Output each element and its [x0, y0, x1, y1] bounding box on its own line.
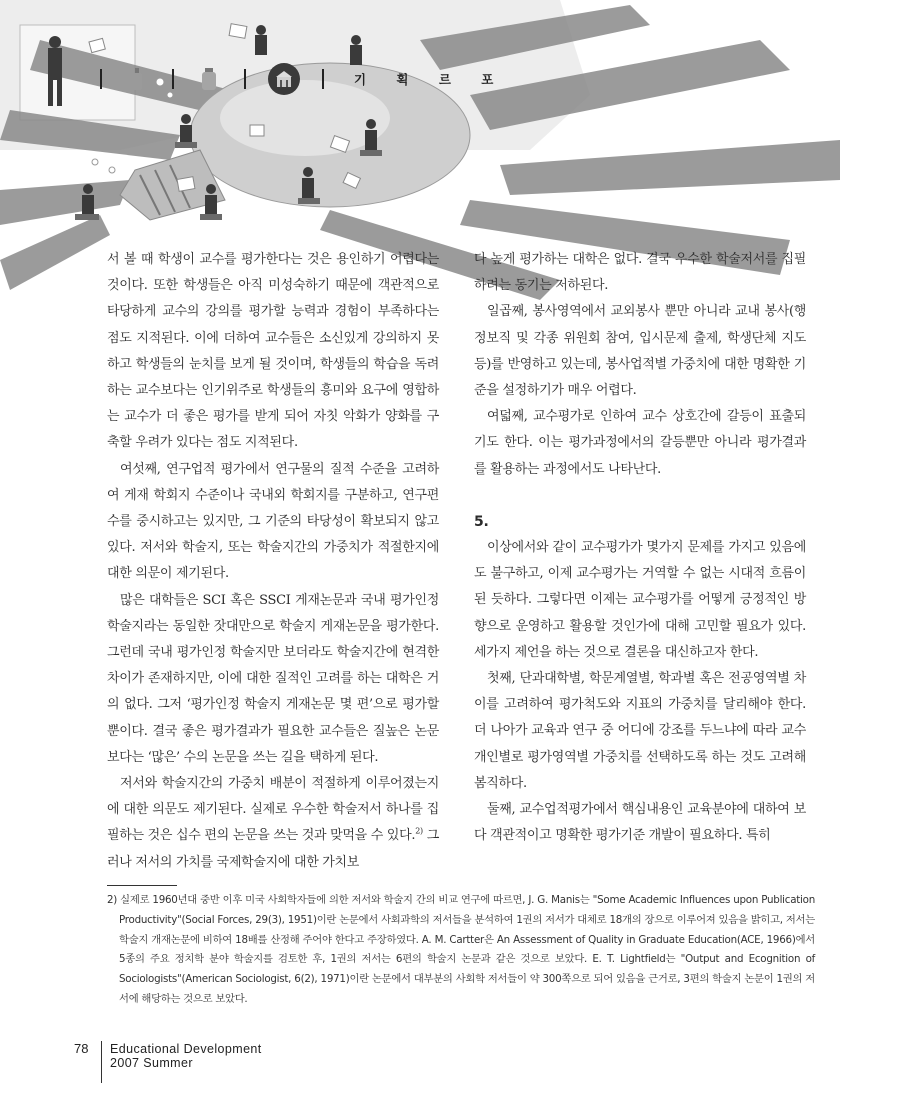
- nav-divider: [322, 69, 324, 89]
- building-icon: [268, 63, 300, 95]
- journal-issue: 2007 Summer: [110, 1056, 193, 1070]
- nav-divider: [172, 69, 174, 89]
- bottle-icon: [124, 66, 150, 92]
- section-heading: 5.: [474, 513, 489, 530]
- footnote-divider: [107, 885, 177, 886]
- footnote-marker[interactable]: 2): [415, 827, 423, 837]
- footer-divider: [101, 1041, 102, 1083]
- left-column: [107, 247, 439, 876]
- paragraph: 둘째, 교수업적평가에서 핵심내용인 교육분야에 대하여 보다 객관적이고 명확한 평가기준 개발이 필요하다. 특히: [474, 802, 806, 844]
- paragraph: 다 높게 평가하는 대학은 없다. 결국 우수한 학술저서를 집필하려는 동기는 저하된다.: [474, 252, 806, 294]
- paragraph: 서 볼 때 학생이 교수를 평가한다는 것은 용인하기 어렵다는 것이다. 또한 학생들은 아직 미성숙하기 때문에 객관적으로 타당하게 교수의 강의를 평가할 능력과 경험이 부족하다는 점도 지적된다. 이에 더하여 교수들은 소신있게 강의하지 못하고 학생들의 눈치를 보게 될 것이며, 학생들의 학습을 독려하는 교수보다는 인기위주로 학생들의 흥미와 요구에 영합하는 교수가 더 좋은 평가를 받게 되어 자칫 악화가 양화를 구축할 우려가 있다는 점도 지적된다.: [107, 252, 439, 451]
- paragraph: 첫째, 단과대학별, 학문계열별, 학과별 혹은 전공영역별 차이를 고려하여 평가척도와 지표의 가중치를 달리해야 한다. 더 나아가 교육과 연구 중 어디에 강조를 두느냐에 따라 교수 개인별로 평가영역별 가중치를 선택하도록 하는 것도 고려해 봄직하다.: [474, 671, 806, 791]
- paragraph: [107, 771, 439, 876]
- nav-divider: [100, 69, 102, 89]
- paragraph-text: 그러나 저서의 가치를 국제학술지에 대한 가치보: [107, 828, 440, 870]
- paragraph: 일곱째, 봉사영역에서 교외봉사 뿐만 아니라 교내 봉사(행정보직 및 각종 위원회 참여, 입시문제 출제, 학생단체 지도 등)를 반영하고 있는데, 봉사업적별 가중치에 대한 명확한 기준을 설정하기가 매우 어렵다.: [474, 304, 806, 399]
- section-label: 기 획 르 포: [354, 72, 507, 87]
- paragraph: 이상에서와 같이 교수평가가 몇가지 문제를 가지고 있음에도 불구하고, 이제 교수평가는 거역할 수 없는 시대적 흐름이 된 듯하다. 그렇다면 이제는 교수평가를 어떻게 긍정적인 방향으로 운영하고 활용할 것인가에 대해 고민할 필요가 있다. 세가지 제언을 하는 것으로 결론을 대신하고자 한다.: [474, 540, 806, 660]
- journal-info: [110, 1042, 262, 1070]
- paragraph: 여섯째, 연구업적 평가에서 연구물의 질적 수준을 고려하여 게재 학회지 수준이나 국내외 학회지를 구분하고, 연구편수를 중시하고는 있지만, 그 기준의 타당성이 확보되지 않고 있다. 저서와 학술지, 또는 학술지간의 가중치가 적절한지에 대한 의문이 제기된다.: [107, 461, 439, 582]
- paragraph: 많은 대학들은 SCI 혹은 SSCI 게재논문과 국내 평가인정 학술지라는 동일한 잣대만으로 학술지 게재논문을 평가한다. 그런데 국내 평가인정 학술지만 보더라도 학술지간에 현격한 차이가 존재하지만, 이에 대한 질적인 고려를 하는 대학은 거의 없다. 그저 ‘평가인정 학술지 게재논문 몇 편’으로 평가할 뿐이다. 결국 좋은 평가결과가 필요한 교수들은 질높은 논문보다는 ‘많은’ 수의 논문을 쓰는 길을 택하게 된다.: [107, 592, 439, 765]
- jar-icon: [196, 66, 222, 92]
- footnote: 2) 실제로 1960년대 중반 이후 미국 사회학자들에 의한 저서와 학술지 간의 비교 연구에 따르면, J. G. Manis는 "Some Academic Influences upon Publication Productivity"(Social Forces, 29(3), 1951)이란 논문에서 사회과학의 저서들을 분석하여 1권의 저서가 대체로 18개의 장으로 이루어져 있음을 밝히고, 저서는 학술지 개재논문에 비하여 18배를 산정해 주어야 한다고 주장하였다. A. M. Cartter은 An Assessment of Quality in Graduate Education(ACE, 1966)에서 5종의 주요 정치학 분야 학술지를 검토한 후, 1권의 저서는 6편의 학술지 논문과 같은 것으로 보았다. E. T. Lightfield는 "Output and Ecognition of Sociologists"(American Sociologist, 6(2), 1971)이란 논문에서 대부분의 사회학 저서들이 약 300쪽으로 되어 있음을 근거로, 3편의 학술지 논문이 1권의 저서에 해당하는 것으로 보았다.: [107, 894, 815, 1005]
- right-column: [474, 247, 806, 849]
- page-number: 78: [74, 1041, 89, 1056]
- nav-divider: [244, 69, 246, 89]
- paragraph-text: 저서와 학술지간의 가중치 배분이 적절하게 이루어졌는지에 대한 의문도 제기된다. 실제로 우수한 학술저서 하나를 집필하는 것은 십수 편의 논문을 쓰는 것과 맞먹을 수 있다.: [107, 776, 439, 844]
- section-nav: [100, 62, 506, 96]
- paragraph: 여덟째, 교수평가로 인하여 교수 상호간에 갈등이 표출되기도 한다. 이는 평가과정에서의 갈등뿐만 아니라 평가결과를 활용하는 과정에서도 나타난다.: [474, 409, 806, 477]
- journal-title: Educational Development: [110, 1042, 262, 1056]
